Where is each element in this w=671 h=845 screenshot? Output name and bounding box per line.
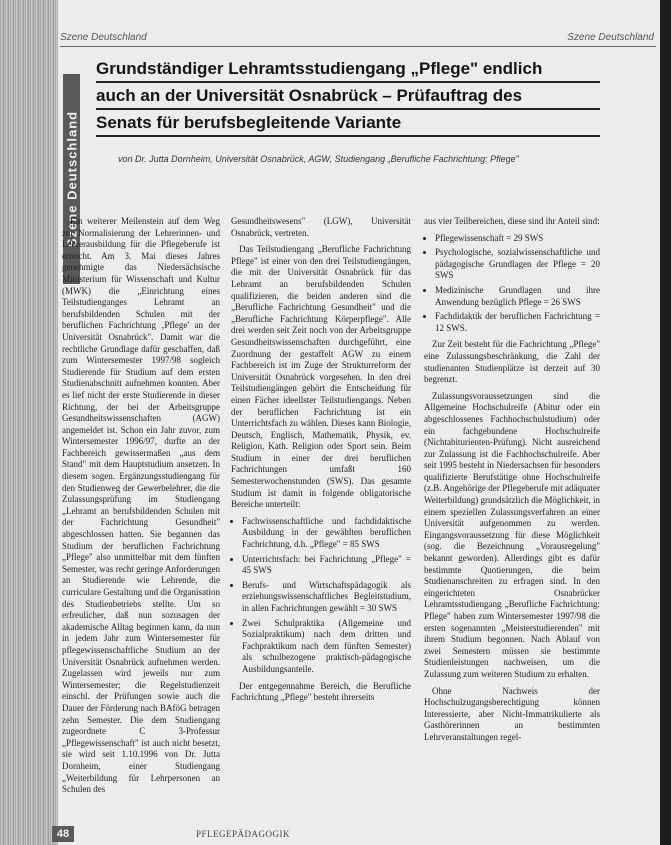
paragraph: Ein weiterer Meilenstein auf dem Weg zur Normalisierung der Lehrerinnen- und Lehrerausbildung für die Pflegeberufe ist erreicht. Am 3. Mai dieses Jahres genehmigte das Niedersächsische Ministerium für Wissenschaft und Kultur (MWK) die „Einrichtung eines Teilstudienganges Lehramt an berufsbildenden Schulen mit der beruflichen Fachrichtung ‚Pflege' an der Universität Osnabrück". Damit war die rechtliche Grundlage dafür geschaffen, daß zum Wintersemester 1997/98 sogleich Studierende für Studium auf dem ersten Studienabschnitt aufnehmen konnten. Aber es lief nicht der erste Studierende in dieser Richtung, der bei der Arbeitsgruppe Gesundheitswissenschaften (AGW) angemeldet ist. Schon ein Jahr zuvor, zum Wintersemester 1996/97, durfte an der Fachbereich gewissermaßen „aus dem Stand" mit dem Hauptstudium ansetzen. In diesem sogen. Ergänzungsstudiengang für den Studienweg der Gewerbelehrer, die die Zulassungsprüfung im Studiengang „Lehramt an berufsbildenden Schulen mit der Fachrichtung Gesundheit" abgeschlossen hatten. Sie begannen das Studium der beruflichen Fachrichtung „Pflege" also unmittelbar mit dem fünften Semester, was recht geringe Anforderungen an Studierende wie Lehrende, die curriculare Gestaltung und die Organisation des Studienbetriebs stellte. Um so erfreulicher, daß nun sozusagen der akademische Alltag beginnen kann, da nun in jedem Jahr zum Wintersemester für pflegewissenschaftliche Studium an der Universität Osnabrück aufnehmen werden. Zugelassen wird jeweils nur zum Wintersemester; die Regelstudienzeit einschl. der Prüfungen sowie auch die Dauer der Förderung nach BAföG betragen zehn Semester. Die dem Studiengang zugeordnete C 3-Professur „Pflegewissenschaft" ist auch nicht besetzt, sie wird seit 1.10.1996 von Dr. Jutta Dornheim, einer Studiengang „Weiterbildung für Lehrpersonen an Schulen des <box>62 216 220 795</box>
title-line-1: Grundständiger Lehramtsstudiengang „Pflege" endlich <box>96 58 600 83</box>
title-line-3: Senats für berufsbegleitende Variante <box>96 112 600 137</box>
text-column-2 <box>231 216 411 709</box>
list-item: • Unterrichtsfach: bei Fachrichtung „Pflege" = 45 SWS <box>242 554 411 577</box>
bullet-list <box>231 516 411 676</box>
list-item: • Fachdidaktik der beruflichen Fachrichtung = 12 SWS. <box>435 311 600 334</box>
text-column-1 <box>62 216 220 801</box>
text-column-3 <box>424 216 600 749</box>
paragraph: Das Teilstudiengang „Berufliche Fachrichtung Pflege" ist einer von den drei Teilstudiengängen, die mit der Universität Osnabrück für das Lehramt an berufsbildenden Schulen qualifizieren, die beiden anderen sind die „Berufliche Fachrichtung Gesundheit" und die „Berufliche Fachrichtung Körperpflege". Alle drei werden seit Zeit noch von der Arbeitsgruppe Gesundheitswissenschaften durchgeführt, eine Zuordnung der gestaffelt AGW zu einem Fachbereich ist im Zuge der Strukturreform der Universität Osnabrück vorgesehen. In den drei Teilstudiengängen gehört die Entscheidung für einen Fächer ideellster Teilstudiengangs. Neben der beruflichen Fachrichtung ist ein Unterrichtsfach zu wählen. Dieses kann Biologie, Deutsch, Englisch, Mathematik, Physik, ev. Religion, Kath. Religion oder Sport sein. Beim Studium in einer der drei beruflichen Fachrichtungen umfaßt 160 Semesterwochenstunden (SWS). Das gesamte Studium ist damit in folgende obligatorische Bereiche unterteilt: <box>231 244 411 510</box>
page-number: 48 <box>52 826 74 842</box>
paragraph: Zur Zeit besteht für die Fachrichtung „Pflege" eine Zulassungsbeschränkung, die Zahl der studienanten Studienplätze ist derzeit auf 30 begrenzt. <box>424 339 600 385</box>
page-stack-edge <box>0 0 58 845</box>
paragraph: Gesundheitswesens" (LGW), Universität Osnabrück, vertreten. <box>231 216 411 238</box>
footer-magazine-name: PFLEGEPÄDAGOGIK <box>196 829 291 839</box>
paragraph: Der entgegennahme Bereich, die Berufliche Fachrichtung „Pflege" besteht ihrerseits <box>231 680 411 703</box>
paragraph: Zulassungsvoraussetzungen sind die Allgemeine Hochschulreife (Abitur oder ein abgeschlossenes Fachhochschulstudium) oder ein fachgebundene Hochschulreife (Nichtabiturienten-Prüfung). Nicht ausreichend zur Zulassung ist die Fachhochschulreife. Aber seit 1995 besteht in Niedersachsen für besonders qualifizierte Berufstätige ohne Hochschulreife (z.B. Angehörige der Pflegeberufe mit adäquater Weiterbildung) grundsätzlich die Möglichkeit, in einem speziellen Zulassungsverfahren an einer Universität aufgenommen zu werden. Eingangsvoraussetzung für diese Möglichkeit (sog. die Bezeichnung „Vorausregelung" bekannt geworden). Allerdings gibt es dafür bestimmte Quotierungen, die beim Studienanschreiten zu erfragen sind. In den eingerichteten Osnabrücker Lehramtsstudiengang „Berufliche Fachrichtung: Pflege" haben zum Wintersemester 1997/98 die ersten sogenannten „Meisterstudierenden" mit ihrem Studium begonnen. Nach Ablauf von zwei Semestern müssen sie bestimmte Studienleistungen nachweisen, um die Zulassung zum weiteren Studium zu erhalten. <box>424 390 600 679</box>
bullet-list <box>424 233 600 335</box>
list-item: • Zwei Schulpraktika (Allgemeine und Sozialpraktikum) nach dem dritten und Fachpraktikum nach dem fünften Semester) als schulbezogene praktisch-pädagogische Ausbildungsanteile. <box>242 618 411 676</box>
section-side-label: Szene Deutschland <box>64 110 79 248</box>
list-item: • Fachwissenschaftliche und fachdidaktische Ausbildung in der gewählten beruflichen Fachrichtung, d.h. „Pflege" = 85 SWS <box>242 516 411 551</box>
paragraph: Ohne Nachweis der Hochschulzugangsberechtigung können Interessierte, aber Nicht-Immatrikulierte als Gasthörerinnen an bestimmten Lehrveranstaltungen regel- <box>424 685 600 742</box>
running-head-left: Szene Deutschland <box>60 32 147 43</box>
running-head-right: Szene Deutschland <box>567 32 654 43</box>
paragraph: aus vier Teilbereichen, diese sind ihr Anteil sind: <box>424 216 600 226</box>
list-item: • Medizinische Grundlagen und ihre Anwendung bezüglich Pflege = 26 SWS <box>435 285 600 308</box>
title-line-2: auch an der Universität Osnabrück – Prüfauftrag des <box>96 85 600 110</box>
article-title <box>96 58 600 139</box>
byline: von Dr. Jutta Dornheim, Universität Osnabrück, AGW, Studiengang „Berufliche Fachrichtung: Pflege" <box>118 154 519 164</box>
list-item: • Berufs- und Wirtschaftspädagogik als erziehungswissenschaftliches Begleitstudium, in allen Fachrichtungen gewählt = 30 SWS <box>242 580 411 615</box>
list-item: • Psychologische, sozialwissenschaftliche und pädagogische Grundlagen der Pflege = 20 SWS <box>435 247 600 282</box>
magazine-page <box>58 0 660 845</box>
list-item: • Pflegewissenschaft = 29 SWS <box>435 233 600 245</box>
header-rule <box>60 46 656 47</box>
